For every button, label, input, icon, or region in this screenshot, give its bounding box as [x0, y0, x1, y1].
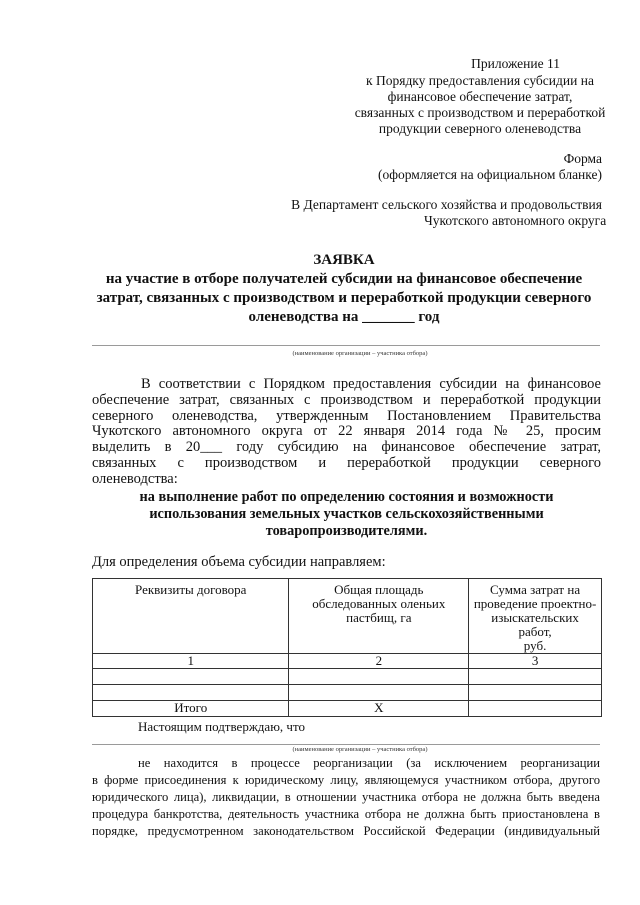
header-line-2: финансовое обеспечение затрат,: [387, 89, 573, 104]
table-header-cell: [469, 579, 602, 654]
table-header-row: [93, 579, 602, 654]
confirm-org-field-line: [92, 744, 600, 745]
total-label: Итого: [93, 701, 289, 717]
paragraph-line-2: обеспечение затрат, связанных с производством и переработкой продукции: [92, 392, 601, 408]
table-cell[interactable]: [93, 685, 289, 701]
header-3-line: изыскательских работ,: [491, 610, 579, 639]
title-sub-3: оленеводства на _______ год: [248, 309, 440, 325]
column-number: 2: [289, 654, 469, 669]
header-1-line: Реквизиты договора: [135, 582, 247, 597]
header-line-4: продукции северного оленеводства: [378, 121, 582, 136]
header-line-1: к Порядку предоставления субсидии на: [366, 73, 594, 88]
confirm-text: Настоящим подтверждаю, что: [138, 719, 305, 734]
bottom-line-2: в форме присоединения к юридическому лицу, являющемуся участником отбора, другого: [92, 773, 600, 787]
paragraph-line-6: связанных с производством и переработкой продукции северного: [92, 455, 601, 471]
header-2-line: пастбищ, га: [346, 610, 412, 625]
subsidy-table: [92, 578, 602, 717]
header-3-line: руб.: [523, 638, 547, 653]
addressee-line-1: В Департамент сельского хозяйства и продовольствия: [291, 197, 602, 212]
document-title: ЗАЯВКА: [313, 252, 375, 268]
addressee-line-2: Чукотского автономного округа: [424, 213, 607, 228]
table-number-row: [93, 654, 602, 669]
table-cell[interactable]: [469, 685, 602, 701]
column-number: 1: [93, 654, 289, 669]
form-note: (оформляется на официальном бланке): [377, 167, 602, 182]
org-name-field-line: [92, 345, 600, 346]
total-sum-cell[interactable]: [469, 701, 602, 717]
header-3-line: проведение проектно-: [473, 596, 597, 611]
bottom-line-1: не находится в процессе реорганизации (за исключением реорганизации: [138, 756, 600, 770]
table-cell[interactable]: [469, 669, 602, 685]
table-cell[interactable]: [289, 669, 469, 685]
table-cell[interactable]: [289, 685, 469, 701]
header-2-line: обследованных оленьих: [312, 596, 446, 611]
form-label: Форма: [563, 151, 602, 166]
table-total-row: [93, 701, 602, 717]
purpose-line-2: использования земельных участков сельскохозяйственными: [149, 506, 544, 522]
appendix-number: Приложение 11: [471, 56, 560, 71]
confirm-org-caption: (наименование организации – участника отбора): [292, 746, 428, 753]
bottom-line-5: порядке, предусмотренном законодательством Российской Федерации (индивидуальный: [92, 824, 600, 838]
table-header-cell: [289, 579, 469, 654]
bottom-line-3: юридического лица), ликвидации, в отношении участника отбора не должна быть введена: [92, 790, 600, 804]
title-sub-1: на участие в отборе получателей субсидии на финансовое обеспечение: [105, 271, 583, 287]
paragraph-line-3: северного оленеводства, утвержденным Постановлением Правительства: [92, 408, 601, 424]
table-row: [93, 685, 602, 701]
total-area-cell: Х: [289, 701, 469, 717]
paragraph-line-1: В соответствии с Порядком предоставления субсидии на финансовое: [141, 376, 601, 392]
table-row: [93, 669, 602, 685]
purpose-line-1: на выполнение работ по определению состояния и возможности: [139, 489, 554, 505]
header-2-line: Общая площадь: [334, 582, 424, 597]
table-header-cell: [93, 579, 289, 654]
paragraph-line-5: выделить в 20___ году субсидию на финансовое обеспечение затрат,: [92, 439, 601, 455]
table-cell[interactable]: [93, 669, 289, 685]
table-intro: Для определения объема субсидии направляем:: [92, 554, 386, 570]
purpose-line-3: товаропроизводителями.: [265, 523, 428, 539]
column-number: 3: [469, 654, 602, 669]
bottom-line-4: процедура банкротства, деятельность участника отбора не должна быть приостановлена в: [92, 807, 600, 821]
header-line-3: связанных с производством и переработкой: [354, 105, 606, 120]
paragraph-line-7: оленеводства:: [92, 471, 178, 487]
title-sub-2: затрат, связанных с производством и переработкой продукции северного: [96, 290, 592, 306]
org-name-caption: (наименование организации – участника отбора): [292, 350, 428, 357]
header-3-line: Сумма затрат на: [490, 582, 581, 597]
paragraph-line-4: Чукотского автономного округа от 22 января 2014 года № 25, просим: [92, 423, 601, 439]
